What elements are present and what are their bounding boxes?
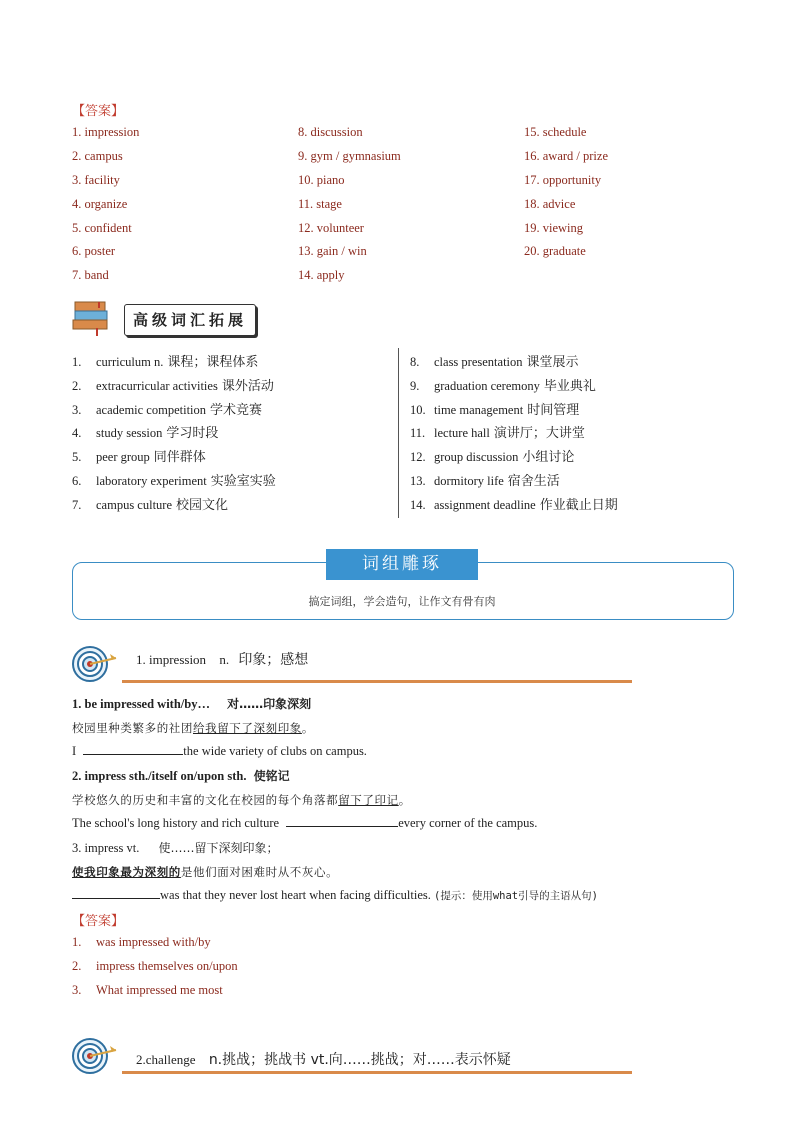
vocab-en: group discussion [434,450,519,465]
answer-num: 3. [72,983,82,997]
vocab-item [72,473,276,497]
answer-item: 8. discussion [298,125,363,139]
vocab-zh: 课外活动 [221,378,274,394]
answer-item: 15. schedule [524,125,587,139]
vocab-en: class presentation [434,355,523,369]
answer-item: 5. confident [72,220,132,235]
vocab-en: curriculum n. [96,355,164,369]
point1-head: 1. be impressed with/by… [72,697,210,711]
vocab-num: 8. [410,355,420,369]
vocab-num: 5. [72,450,82,465]
vocab-item [72,449,276,473]
point2-meaning: 使铭记 [253,769,290,783]
target-icon [72,1036,112,1076]
answer-item: 9. gym / gymnasium [298,148,401,163]
vocab-num: 1. [72,355,82,369]
vocab-zh: 实验室实验 [210,473,276,489]
answer-text: What impressed me most [96,983,223,997]
section1-rule [122,680,632,683]
answer-column-2 [298,124,401,291]
vocab-num: 14. [410,497,426,512]
vocab-en: peer group [96,450,150,465]
vocab-item [72,402,276,426]
vocab-num: 6. [72,473,82,488]
point2-zh-b: 。 [398,793,411,807]
answer-item: 16. award / prize [524,148,608,163]
vocab-num: 7. [72,497,82,512]
section1-answer-1 [72,935,211,950]
vocab-en: study session [96,426,163,441]
vocab-zh: 毕业典礼 [543,378,596,394]
column-divider [398,348,399,518]
vocab-zh: 时间管理 [527,402,580,418]
phrase-banner-title: 词组雕琢 [326,549,478,580]
phrase-banner-subtitle: 搞定词组，学会造句，让作文有骨有肉 [308,595,496,608]
fill-blank[interactable] [72,887,160,899]
vocab-en: dormitory life [434,473,504,488]
point3-zh-b: 是他们面对困难时从不灰心。 [180,865,339,879]
answer-text: was impressed with/by [96,935,211,949]
answer-item: 6. poster [72,244,116,259]
point3-en-b: was that they never lost heart when facing difficulties. [160,888,431,902]
point3-zh-underlined: 使我印象最为深刻的 [72,865,181,879]
answer-column-1 [72,124,139,291]
vocab-item [410,378,618,402]
vocab-zh: 课程；课程体系 [167,355,259,370]
point3-chinese [72,864,338,880]
answer-num: 1. [72,935,82,949]
vocab-item [410,449,618,473]
vocab-num: 10. [410,402,426,417]
vocab-zh: 课堂展示 [526,355,579,370]
point1-heading [72,695,311,712]
answer-item: 13. gain / win [298,244,367,259]
point2-heading [72,767,290,784]
section1-answer-2 [72,959,238,974]
vocab-list-left [72,354,276,521]
point1-english [72,743,367,759]
vocab-zh: 宿舍生活 [507,473,560,489]
section2-rule [122,1071,632,1074]
answer-item: 2. campus [72,148,123,163]
vocab-zh: 学习时段 [166,426,219,442]
vocab-zh: 学术竞赛 [210,402,263,418]
vocab-num: 3. [72,402,82,417]
point3-heading [72,839,279,856]
vocab-item [410,354,618,378]
answer-item: 18. advice [524,196,576,211]
fill-blank[interactable] [83,743,183,755]
vocab-item [72,354,276,378]
vocab-zh: 校园文化 [176,497,229,513]
answer-item: 10. piano [298,172,345,187]
point2-head: 2. impress sth./itself on/upon sth. [72,769,247,783]
point1-zh-a: 校园里种类繁多的社团 [72,721,193,735]
point1-zh-b: 。 [301,721,315,735]
answer-item: 14. apply [298,268,345,283]
vocab-num: 4. [72,426,82,441]
answer-item: 17. opportunity [524,172,602,187]
point2-zh-a: 学校悠久的历史和丰富的文化在校园的每个角落都 [72,793,339,807]
point2-chinese [72,792,411,808]
point2-zh-underlined: 留下了印记 [338,793,399,807]
vocab-item [72,378,276,402]
section1-title-pos: n. [219,652,230,667]
vocab-num: 2. [72,378,82,393]
answer-item: 1. impression [72,125,140,139]
vocab-en: academic competition [96,402,207,417]
point2-en-b: every corner of the campus. [398,816,538,830]
answer-item: 19. viewing [524,220,584,235]
vocab-item [410,473,618,497]
vocab-item [410,497,618,521]
answer-num: 2. [72,959,82,973]
vocab-zh: 同伴群体 [153,450,206,466]
vocab-zh: 演讲厅；大讲堂 [493,426,585,442]
answer-column-3 [524,124,608,267]
answer-item: 11. stage [298,196,342,211]
section1-answer-label: 【答案】 [72,914,125,929]
vocab-en: extracurricular activities [96,378,218,393]
section1-title [136,649,308,669]
point1-en-a: I [72,744,77,758]
answer-item: 4. organize [72,196,128,211]
point3-hint: (提示：使用what引导的主语从句) [434,890,598,902]
point3-head: 3. impress vt. [72,841,140,855]
point1-chinese [72,720,314,736]
section1-answer-3 [72,983,223,998]
vocab-num: 9. [410,378,420,393]
point2-en-a: The school's long history and rich culture [72,816,280,830]
point2-english [72,815,537,831]
vocab-num: 13. [410,473,426,488]
vocab-item [410,425,618,449]
vocab-num: 11. [410,426,426,441]
answer-text: impress themselves on/upon [96,959,238,973]
section1-title-en: 1. impression [136,652,207,667]
vocab-en: assignment deadline [434,497,536,512]
section1-title-zh: 印象；感想 [238,652,309,668]
vocab-en: lecture hall [434,426,490,441]
vocab-item [410,402,618,426]
section2-title-zh: n.挑战；挑战书 vt.向……挑战；对……表示怀疑 [208,1052,511,1068]
vocab-en: graduation ceremony [434,378,540,393]
point1-en-b: the wide variety of clubs on campus. [183,744,367,758]
answer-item: 20. graduate [524,244,586,259]
answer-item: 7. band [72,268,109,283]
point1-meaning: 对……印象深刻 [227,697,312,711]
vocab-list-right [410,354,618,521]
vocab-zh: 小组讨论 [522,450,575,466]
vocab-item [72,425,276,449]
answer-item: 12. volunteer [298,220,364,235]
answer-label: 【答案】 [72,104,125,119]
advanced-vocab-title: 高级词汇拓展 [124,304,256,336]
vocab-num: 12. [410,450,426,465]
vocab-en: campus culture [96,497,173,512]
point1-zh-underlined: 给我留下了深刻印象 [193,721,302,735]
vocab-zh: 作业截止日期 [539,497,618,513]
fill-blank[interactable] [286,815,398,827]
vocab-item [72,497,276,521]
point3-meaning: 使……留下深刻印象； [158,841,279,855]
section2-title [136,1049,511,1069]
point3-english [72,887,598,903]
target-icon [72,644,112,684]
answer-item: 3. facility [72,172,120,187]
vocab-en: time management [434,402,524,417]
section2-title-en: 2.challenge [136,1052,196,1067]
books-icon [72,298,116,338]
vocab-en: laboratory experiment [96,473,207,488]
